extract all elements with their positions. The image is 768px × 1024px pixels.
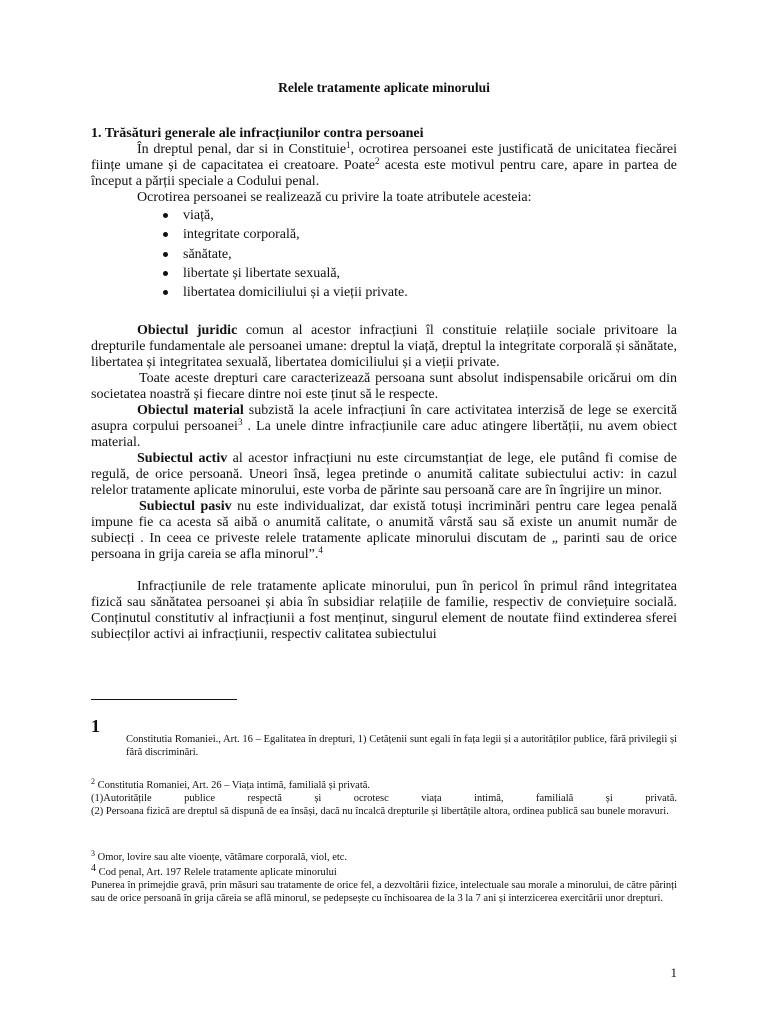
paragraph-legal-object: Obiectul juridic comun al acestor infracțiuni îl constituie relațiile sociale privitoare la drepturile fundamentale ale persoanei umane: dreptul la viață, dreptul la integritate corporală și sănătate, libertatea și integritatea sexuală, libertatea domiciliului și a vieții private. (91, 323, 677, 371)
footnote-ref-1[interactable]: 1 (346, 140, 351, 150)
footnote-1-number: 1 (91, 716, 100, 736)
list-item: viață, (91, 206, 677, 225)
footnote-3-number: 3 (91, 849, 95, 858)
document-body (91, 80, 677, 643)
bullet-icon (163, 290, 168, 295)
list-item: sănătate, (91, 245, 677, 264)
footnote-2-line: (2) Persoana fizică are dreptul să dispună de ea însăși, dacă nu încalcă drepturile și libertățile altora, ordinea publică sau bunele moravuri. (91, 806, 669, 817)
footnote-4-number: 4 (91, 863, 96, 874)
paragraph-intro: În dreptul penal, dar si in Constituie$^1$, ocrotirea persoanei este justificată de unicitatea fiecărei ființe umane și de capacitatea ei creatoare. Poate$^2$ acesta este motivul pentru care, apare in partea de început a părții speciale a Codului penal. (91, 140, 678, 189)
paragraph-passive-subject: Subiectul pasiv nu este individualizat, dar există totuși incriminări pentru care legea penală impune fie ca acesta să aibă o anumită calitate, o anumită vârstă sau să existe un anumit număr de subiecți . In ceea ce priveste relele tratamente aplicate minorului discutam de „ parinti sau de orice persoana in grija careia se afla minorul”.$^4$ (91, 499, 677, 563)
footnote-4-line: Punerea în primejdie gravă, prin măsuri sau tratamente de orice fel, a dezvoltării fizice, intelectuale sau morale a minorului, de către părinți sau de orice persoană în grija căreia se află minorul, se pedepsește cu închisoarea de la 3 la 7 ani și interzicerea exercitării unor drepturi. (91, 880, 677, 904)
list-item: libertate și libertate sexuală, (91, 264, 677, 283)
list-item: libertatea domiciliului și a vieții private. (91, 283, 677, 302)
attribute-list (91, 206, 677, 302)
footnote-2-number: 2 (91, 777, 95, 786)
paragraph-offences: Infracțiunile de rele tratamente aplicate minorului, pun în pericol în primul rând integritatea fizică sau sănătatea persoanei și abia în subsidiar relațiile de familie, respectiv de conviețuire socială. Conținutul constitutiv al infracțiunii a fost menținut, singurul element de noutate fiind extinderea sferei subiecților activi ai infracțiunii, respectiv calitatea subiectului (91, 579, 677, 643)
bullet-icon (163, 232, 168, 237)
paragraph-protection: Ocrotirea persoanei se realizează cu privire la toate atributele acesteia: (137, 190, 532, 205)
document-title: Relele tratamente aplicate minorului (278, 80, 490, 95)
paragraph-rights: Toate aceste drepturi care caracterizează persoana sunt absolut indispensabile oricărui om din societatea noastră și fiecare dintre noi este ținut să le respecte. (91, 371, 677, 403)
section-heading: 1. Trăsături generale ale infracțiunilor contra persoanei (91, 126, 424, 141)
footnote-ref-3[interactable]: 3 (237, 417, 243, 428)
footnote-ref-4[interactable]: 4 (318, 545, 323, 556)
bullet-icon (163, 213, 168, 218)
bullet-icon (163, 252, 168, 257)
footnote-2-line: (1)Autoritățile publice respectă și ocrotesc viața intimă, familială și privată. (91, 793, 677, 804)
paragraph-material-object: Obiectul material subzistă la acele infracțiuni în care activitatea interzisă de lege se exercită asupra corpului persoanei$^3$ . La unele dintre infracțiunile care aduc atingere libertății, nu avem obiect material. (91, 403, 678, 451)
footnote-1: Constitutia Romaniei., Art. 16 – Egalitatea în drepturi, 1) Cetățenii sunt egali în fața legii și a autorităților publice, fără privilegii și fără discriminări. (126, 734, 677, 758)
page-number: 1 (670, 965, 677, 980)
bullet-icon (163, 271, 168, 276)
list-item: integritate corporală, (91, 225, 677, 244)
footnote-3: $^3$ Omor, lovire sau alte vioențe, vătămare corporală, viol, etc. (91, 849, 348, 863)
footnote-separator (91, 699, 237, 700)
paragraph-active-subject: Subiectul activ al acestor infracțiuni nu este circumstanțiat de lege, ele putând fi comise de regulă, de orice persoană. Uneori însă, legea pretinde o anumită calitate subiectului activ: in cazul relelor tratamente aplicate minorului, este vorba de părinte sau persoană care are în îngrijire un minor. (91, 451, 678, 499)
footnote-ref-2[interactable]: 2 (375, 156, 380, 166)
footnote-4: 4 Cod penal, Art. 197 Relele tratamente aplicate minorului Punerea în primejdie gravă, prin măsuri sau tratamente de orice fel, a dezvoltării fizice, intelectuale sau morale a minorului, de către părinți sau de orice persoană în grija căreia se află minorul, se pedepsește cu închisoarea de la 3 la 7 ani și interzicerea exercitării unor drepturi. (91, 863, 677, 904)
footnote-2: $^2$ Constitutia Romaniei, Art. 26 – Viața intimă, familială și privată. (1)Autoritățile publice respectă și ocrotesc viața intimă, familială și privată. (2) Persoana fizică are dreptul să dispună de ea însăși, dacă nu încalcă drepturile și libertățile altora, ordinea publică sau bunele moravuri. (91, 777, 677, 817)
